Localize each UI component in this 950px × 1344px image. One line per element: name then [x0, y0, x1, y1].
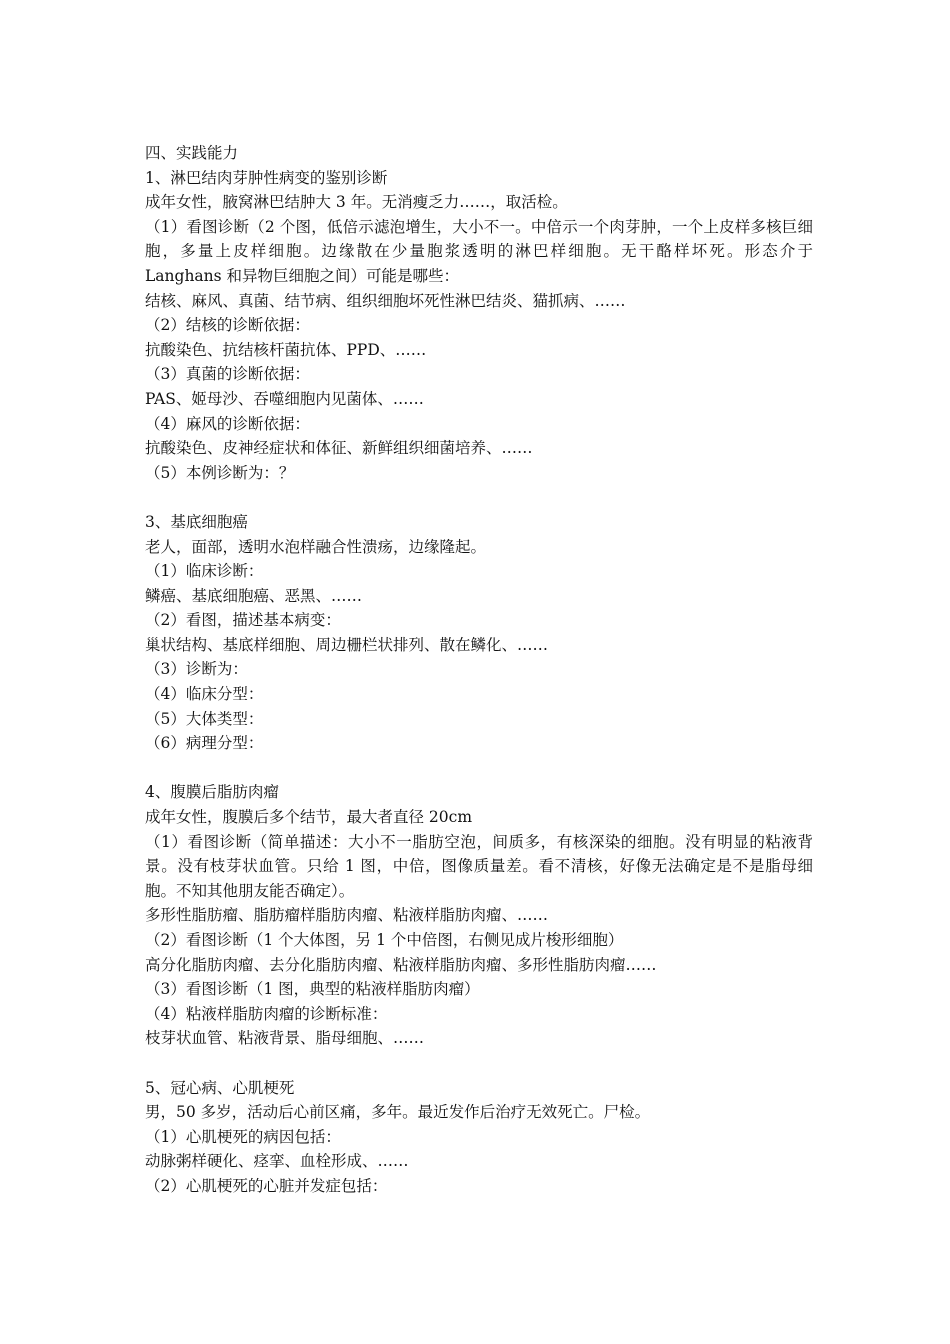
case-1-question-2: （2）结核的诊断依据： [145, 316, 310, 335]
paragraph-spacer [145, 1051, 813, 1076]
case-4-question-3: （3）看图诊断（1 图，典型的粘液样脂肪肉瘤） [145, 980, 480, 999]
case-3-title: 3、基底细胞癌 [145, 512, 248, 531]
case-4-answer-4: 枝芽状血管、粘液背景、脂母细胞、…… [145, 1029, 425, 1048]
case-4-answer-1: 多形性脂肪瘤、脂肪瘤样脂肪肉瘤、粘液样脂肪肉瘤、…… [145, 906, 549, 925]
case-3-answer-2: 巢状结构、基底样细胞、周边栅栏状排列、散在鳞化、…… [145, 635, 549, 654]
case-1-answer-1: 结核、麻风、真菌、结节病、组织细胞坏死性淋巴结炎、猫抓病、…… [145, 291, 626, 310]
case-3-question-5: （5）大体类型： [145, 709, 264, 728]
paragraph-spacer [145, 756, 813, 781]
case-5-history: 男，50 多岁，活动后心前区痛，多年。最近发作后治疗无效死亡。尸检。 [145, 1103, 651, 1122]
case-1-title: 1、淋巴结肉芽肿性病变的鉴别诊断 [145, 168, 388, 187]
case-4-title: 4、腹膜后脂肪肉瘤 [145, 783, 279, 802]
case-3-question-4: （4）临床分型： [145, 685, 264, 704]
case-4-history: 成年女性，腹膜后多个结节，最大者直径 20cm [145, 808, 473, 827]
case-1-history: 成年女性，腋窝淋巴结肿大 3 年。无消瘦乏力……，取活检。 [145, 193, 568, 212]
case-3-question-2: （2）看图，描述基本病变： [145, 611, 341, 630]
case-1-answer-4: 抗酸染色、皮神经症状和体征、新鲜组织细菌培养、…… [145, 439, 533, 458]
case-1-answer-3: PAS、姬母沙、吞噬细胞内见菌体、…… [145, 389, 424, 408]
case-4-question-4: （4）粘液样脂肪肉瘤的诊断标准： [145, 1004, 388, 1023]
case-1-question-4: （4）麻风的诊断依据： [145, 414, 310, 433]
case-4-question-1: （1）看图诊断（简单描述：大小不一脂肪空泡，间质多，有核深染的细胞。没有明显的粘液背景。没有枝芽状血管。只给 1 图，中倍，图像质量差。看不清核，好像无法确定是不是脂母细胞。不知其他朋友能否确定）。 [145, 832, 813, 900]
case-1-answer-2: 抗酸染色、抗结核杆菌抗体、PPD、…… [145, 340, 427, 359]
case-5-answer-1: 动脉粥样硬化、痉挛、血栓形成、…… [145, 1152, 409, 1171]
paragraph-spacer [145, 485, 813, 510]
case-4-answer-2: 高分化脂肪肉瘤、去分化脂肪肉瘤、粘液样脂肪肉瘤、多形性脂肪肉瘤…… [145, 955, 657, 974]
case-5-question-2: （2）心肌梗死的心脏并发症包括： [145, 1176, 388, 1195]
case-4-question-2: （2）看图诊断（1 个大体图，另 1 个中倍图，右侧见成片梭形细胞） [145, 931, 624, 949]
case-1-question-1: （1）看图诊断（2 个图，低倍示滤泡增生，大小不一。中倍示一个肉芽肿，一个上皮样多核巨细胞，多量上皮样细胞。边缘散在少量胞浆透明的淋巴样细胞。无干酪样坏死。形态介于 Langhans 和异物巨细胞之间）可能是哪些： [145, 217, 813, 285]
case-3-answer-1: 鳞癌、基底细胞癌、恶黑、…… [145, 586, 363, 605]
case-3-question-6: （6）病理分型： [145, 734, 264, 753]
case-3-question-3: （3）诊断为： [145, 660, 248, 679]
case-5-question-1: （1）心肌梗死的病因包括： [145, 1127, 341, 1146]
case-3-question-1: （1）临床诊断： [145, 562, 264, 581]
document-body [145, 141, 813, 1199]
case-3-history: 老人，面部，透明水泡样融合性溃疡，边缘隆起。 [145, 537, 487, 556]
section-heading: 四、实践能力 [145, 144, 239, 162]
case-1-question-3: （3）真菌的诊断依据： [145, 365, 310, 384]
case-1-question-5: （5）本例诊断为：？ [145, 463, 295, 482]
case-5-title: 5、冠心病、心肌梗死 [145, 1078, 295, 1097]
